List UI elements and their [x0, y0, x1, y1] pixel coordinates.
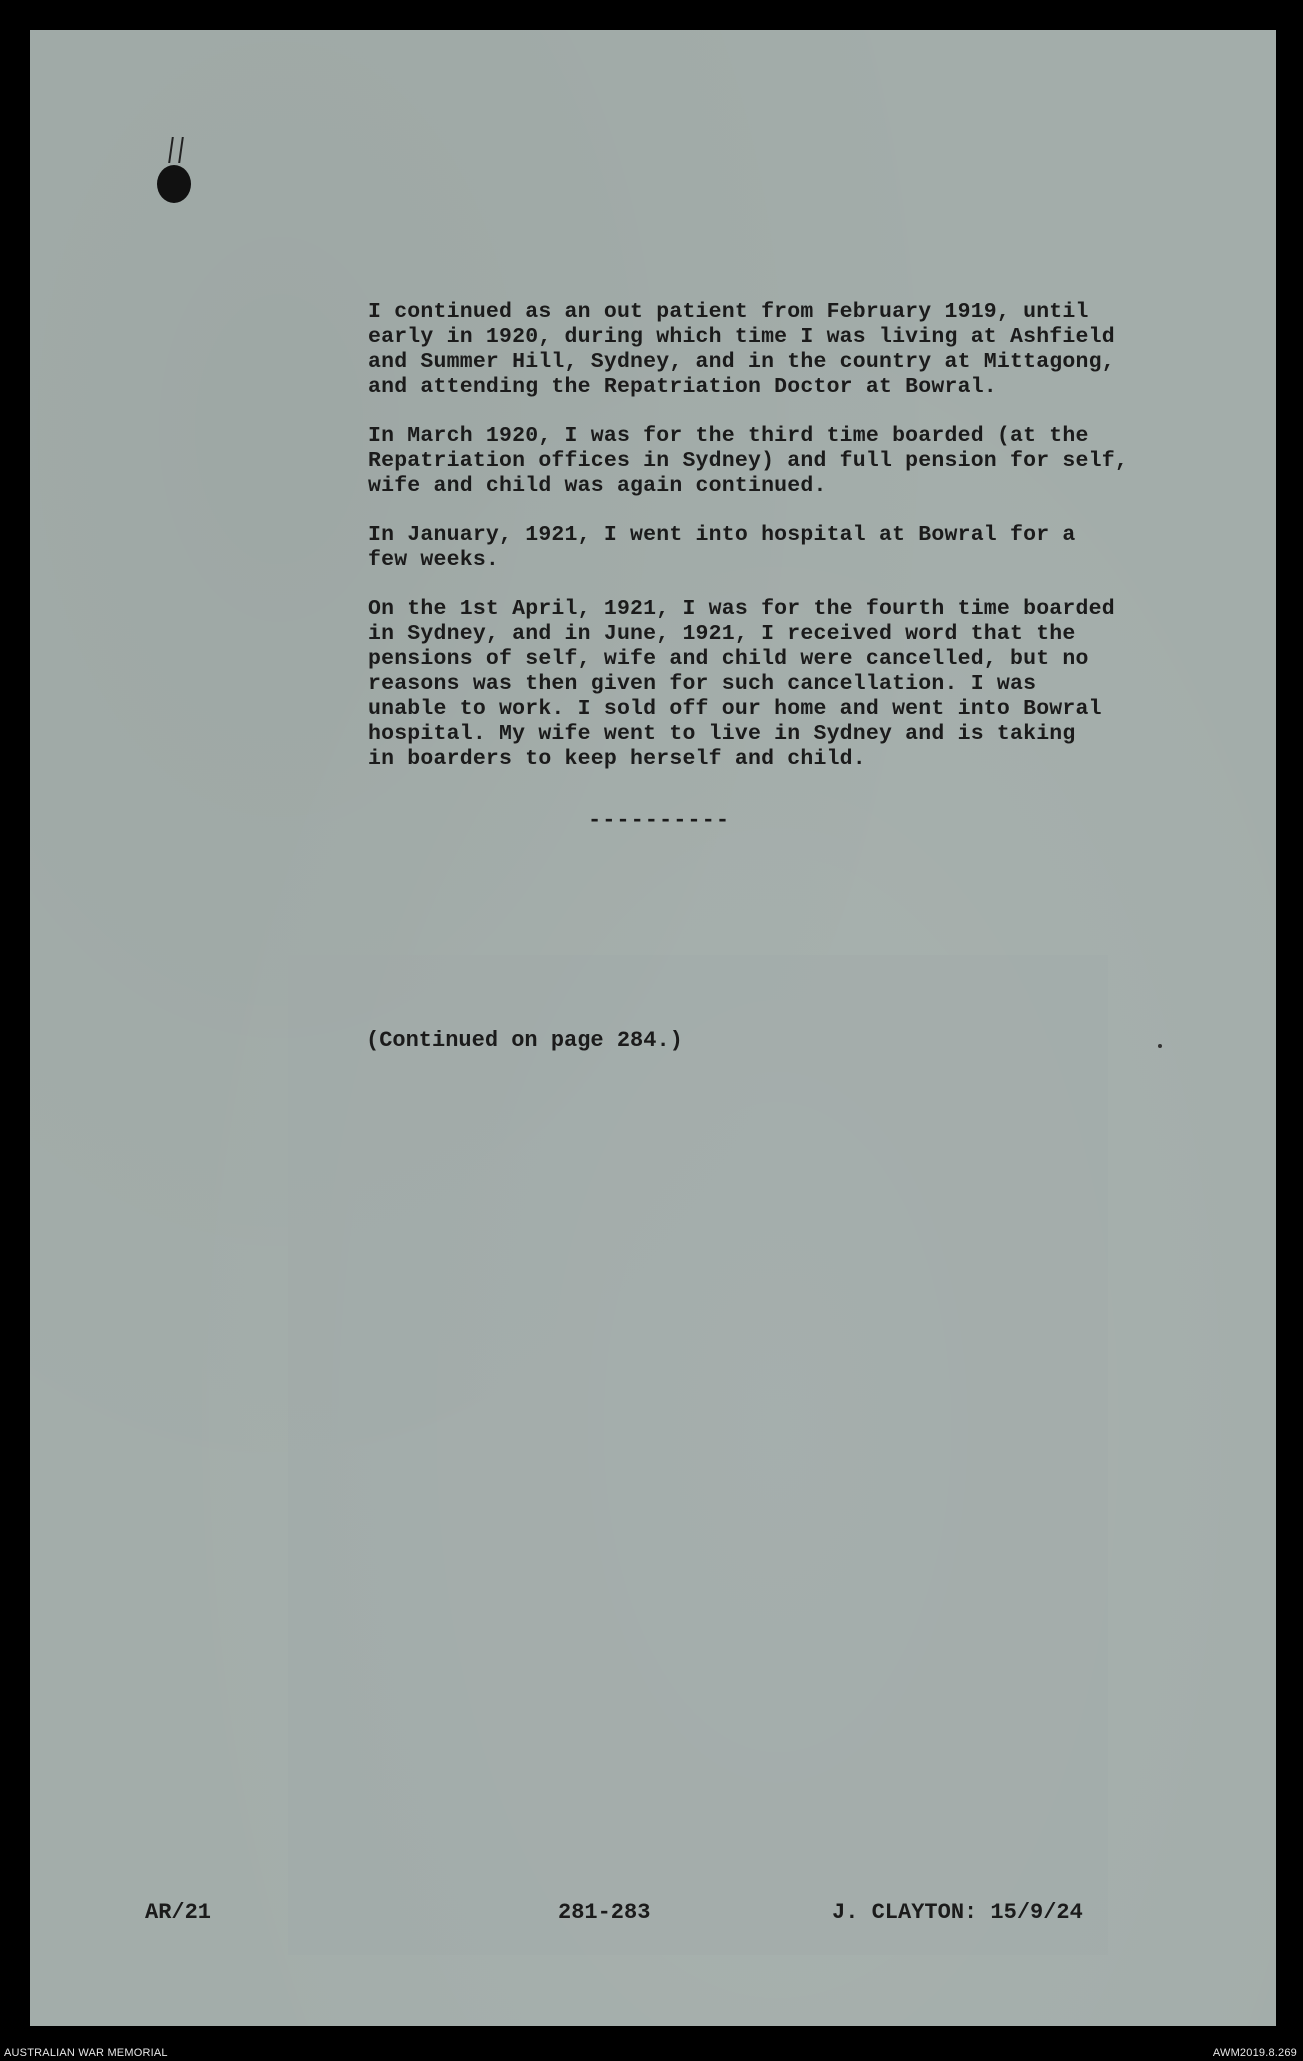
- credit-institution: AUSTRALIAN WAR MEMORIAL: [4, 2047, 168, 2059]
- footer-reference: AR/21: [145, 1900, 212, 1925]
- continued-note: (Continued on page 284.): [366, 1028, 683, 1053]
- footer-page-range: 281-283: [558, 1900, 651, 1925]
- credit-accession-number: AWM2019.8.269: [1212, 2047, 1297, 2059]
- paragraph-january-1921: In January, 1921, I went into hospital at Bowral for a few weeks.: [368, 523, 1076, 572]
- paragraph-april-1921: On the 1st April, 1921, I was for the fourth time boarded in Sydney, and in June, 1921, I received word that the pensions of self, wife and child were cancelled, but no reasons was then given for such cancellation. I was unable to work. I sold off our home and went into Bowral hospital. My wife went to live in Sydney and is taking in boarders to keep herself and child.: [368, 597, 1115, 771]
- typed-letter-body: [368, 300, 1268, 796]
- footer-author-date: J. CLAYTON: 15/9/24: [832, 1900, 1083, 1925]
- page-shadow: [288, 955, 1108, 1955]
- paragraph-march-1920: In March 1920, I was for the third time boarded (at the Repatriation offices in Sydney) and full pension for self, wife and child was again continued.: [368, 424, 1128, 498]
- punch-hole-icon: [157, 165, 191, 203]
- section-divider: ----------: [588, 808, 731, 833]
- paper-speck: [1158, 1044, 1162, 1048]
- paragraph-out-patient: I continued as an out patient from February 1919, until early in 1920, during which time I was living at Ashfield and Summer Hill, Sydney, and in the country at Mittagong, and attending the Repatriation Doctor at Bowral.: [368, 300, 1115, 399]
